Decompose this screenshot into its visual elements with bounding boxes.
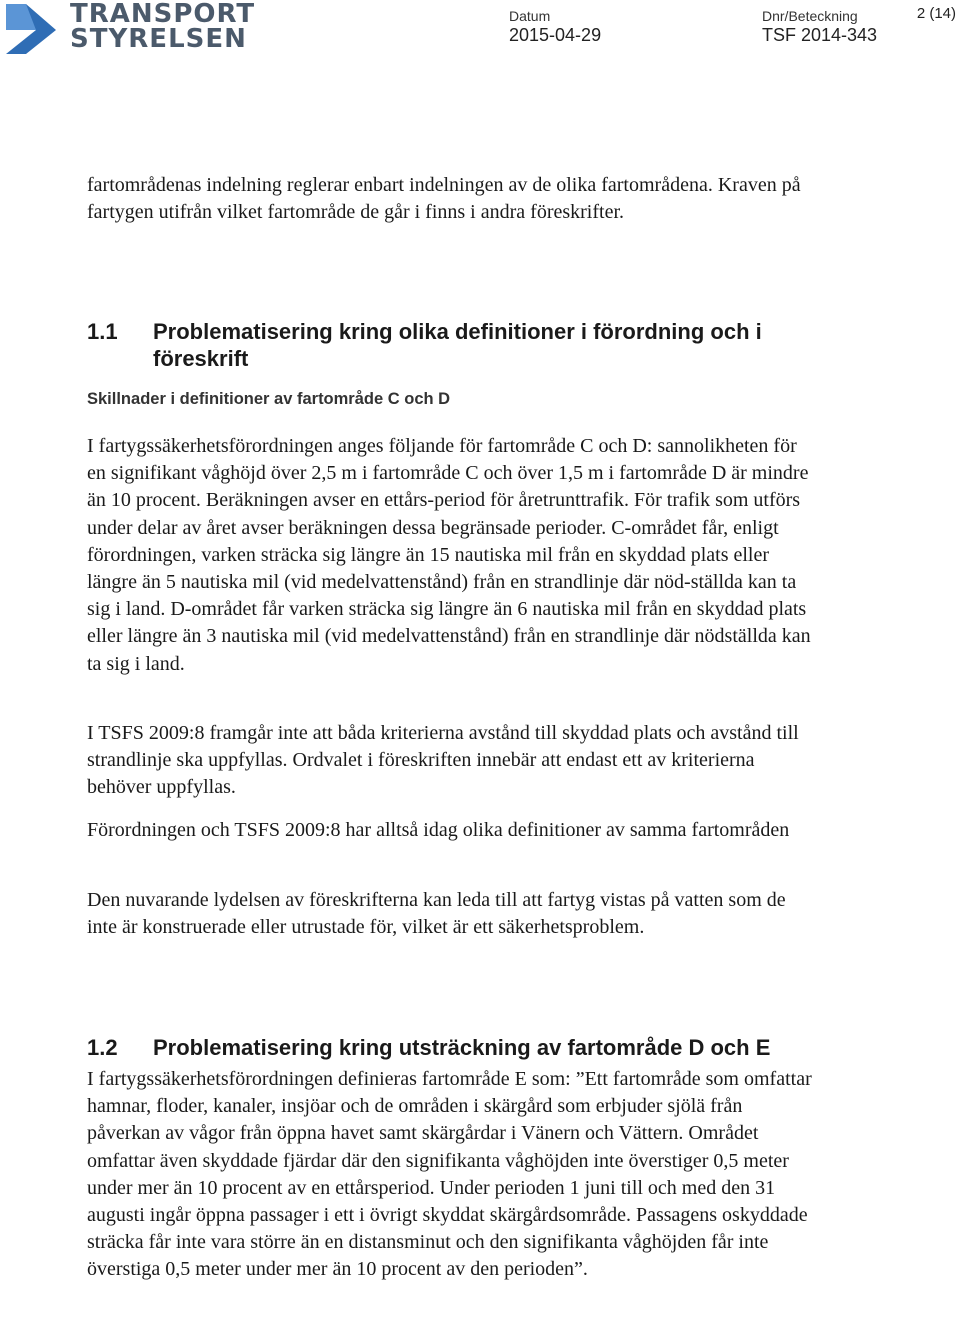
section-title: Problematisering kring olika definitioner i förordning och i föreskrift [153,319,762,371]
date-label: Datum [509,8,551,24]
section-number: 1.2 [87,1035,118,1060]
logo-wordmark [70,2,255,52]
reference-value: TSF 2014-343 [762,25,878,45]
section-title: Problematisering kring utsträckning av fartområde D och E [153,1035,771,1060]
date-value: 2015-04-29 [509,25,602,45]
paragraph: I fartygssäkerhetsförordningen anges följande för fartområde C och D: sannolikheten för en signifikant våghöjd över 2,5 m i fartområde C och över 1,5 m i fartområde D är mindre än 10 procent. Beräkningen avser en ettårs-period för åretrunttrafik. För trafik som utförs under delar av året avser beräkningen dessa begränsade perioder. C-området får, enligt förordningen, varken sträcka sig längre än 15 nautiska mil från en skyddad plats eller längre än 5 nautiska mil (vid medelvattenstånd) från en strandlinje där nöd-ställda kan ta sig i land. D-området får varken sträcka sig längre än 6 nautiska mil från en skyddad plats eller längre än 3 nautiska mil (vid medelvattenstånd) från en strandlinje där nödställda kan ta sig i land. [87,435,811,675]
paragraph: I TSFS 2009:8 framgår inte att båda kriterierna avstånd till skyddad plats och avstånd till strandlinje ska uppfyllas. Ordvalet i föreskriften innebär att endast ett av kriterierna behöver uppfyllas. [87,722,799,799]
section-number: 1.1 [87,319,118,344]
logo-mark-icon [4,2,62,56]
section-heading-1-2 [87,1034,847,1061]
paragraph: I fartygssäkerhetsförordningen definieras fartområde E som: ”Ett fartområde som omfattar hamnar, floder, kanaler, insjöar och de områden i skärgård som erbjuder sjölä från påverkan av vågor från öppna havet samt skärgårdar i Vänern och Vättern. Området omfattar även skyddade fjärdar där den signifikanta våghöjden inte överstiger 0,5 meter under mer än 10 procent av en ettårsperiod. Under perioden 1 juni till och med den 31 augusti ingår öppna passager i ett i övrigt skyddat skärgårdsområde. Passagens oskyddade sträcka får inte vara större än en distansminut och den signifikanta våghöjden får inte överstiga 0,5 meter under mer än 10 procent av den perioden”. [87,1068,812,1281]
page-header [0,0,960,70]
logo-line-1: TRANSPORT [70,0,256,29]
subheading: Skillnader i definitioner av fartområde C och D [87,390,451,408]
paragraph: Förordningen och TSFS 2009:8 har alltså idag olika definitioner av samma fartområden [87,819,790,841]
paragraph: Den nuvarande lydelsen av föreskrifterna kan leda till att fartyg vistas på vatten som de inte är konstruerade eller utrustade för, vilket är ett säkerhetsproblem. [87,889,786,939]
section-heading-1-1 [87,318,787,372]
page-number: 2 (14) [916,5,956,22]
reference-label: Dnr/Beteckning [762,8,858,24]
logo-line-2: STYRELSEN [70,24,247,54]
transportstyrelsen-logo [4,0,256,58]
intro-paragraph: fartområdenas indelning reglerar enbart indelningen av de olika fartområdena. Kraven på fartygen utifrån vilket fartområde de går i finns i andra föreskrifter. [87,174,801,224]
